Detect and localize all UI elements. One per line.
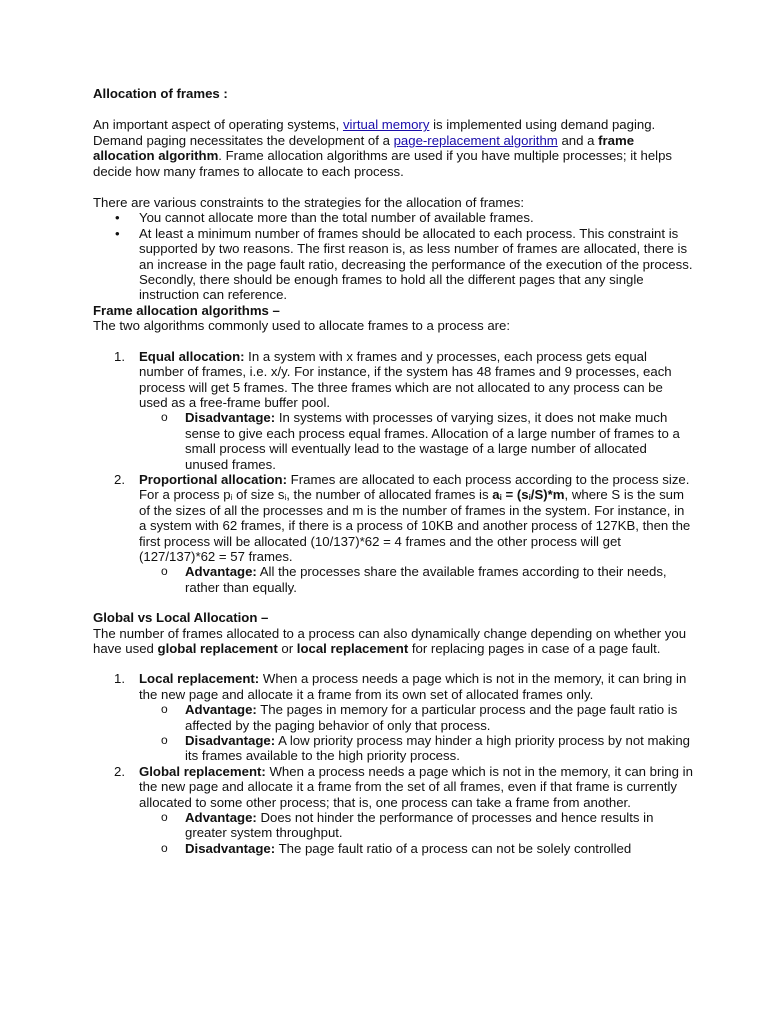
sub-list-item: o Disadvantage: In systems with processes of varying sizes, it does not make much sense to give each process equal frames. Allocation of a large number of frames to a small process will eventually lead to the wastage of a large number of allocated unused frames. <box>139 410 693 472</box>
list-item-global-replacement: 2. Global replacement: When a process needs a page which is not in the memory, it can bring in the new page and allocate it a frame from the set of all frames, even if that frame is currently allocated to some other process; that is, one process can take a frame from another. o Advantage: Does not hinder the performance of processes and hence results in greater system throughput. o Disadvantage: The page fault ratio of a process can not be solely controlled <box>93 764 693 856</box>
list-number: 1. <box>114 671 125 687</box>
intro-paragraph: An important aspect of operating systems, virtual memory is implemented using demand paging. Demand paging necessitates the development of a page-replacement algorithm and a frame allocation algorithm. Frame allocation algorithms are used if you have multiple processes; it helps decide how many frames to allocate to each process. <box>93 117 673 179</box>
list-item-proportional-allocation: 2. Proportional allocation: Frames are allocated to each process according to the process size. For a process $p_i$ of size $s_i$, the number of allocated frames is $a_i = (s_i/S)*m$, where S is the sum of the sizes of all the processes and m is the number of frames in the system. For instance, in a system with 62 frames, if there is a process of 10KB and another process of 127KB, then the first process will be allocated (10/137)*62 = 4 frames and the other process will get (127/137)*62 = 57 frames. o Advantage: All the processes share the available frames according to their needs, rather than equally. <box>93 472 693 595</box>
constraints-list <box>93 210 693 302</box>
global-local-paragraph: The number of frames allocated to a process can also dynamically change depending on whether you have used global replacement or local replacement for replacing pages in case of a page fault. <box>93 625 687 656</box>
list-item-local-replacement: 1. Local replacement: When a process needs a page which is not in the memory, it can bring in the new page and allocate it a frame from its own set of allocated frames only. o Advantage: The pages in memory for a particular process and the page fault ratio is affected by the paging behavior of only that process. o Disadvantage: A low priority process may hinder a high priority process by not making its frames available to the high priority process. <box>93 671 693 763</box>
list-item: • At least a minimum number of frames should be allocated to each process. This constraint is supported by two reasons. The first reason is, as less number of frames are allocated, there is an increase in the page fault ratio, decreasing the performance of the execution of the process. Secondly, there should be enough frames to hold all the different pages that any single instruction can reference. <box>93 226 693 303</box>
sub-list <box>139 410 693 472</box>
sub-list-item: o Advantage: All the processes share the available frames according to their needs, rather than equally. <box>139 564 693 595</box>
page-replacement-link[interactable]: page-replacement algorithm <box>393 132 558 148</box>
formula: $a_i = (s_i/S)*m$ <box>492 487 565 503</box>
replacement-list <box>93 671 693 856</box>
constraints-lead: There are various constraints to the strategies for the allocation of frames: <box>93 195 525 211</box>
sub-list <box>139 810 693 856</box>
sub-list-item: o Disadvantage: The page fault ratio of a process can not be solely controlled <box>139 841 693 856</box>
item-label: Global replacement: <box>139 763 266 779</box>
sub-list <box>139 564 693 595</box>
item-label: Proportional allocation: <box>139 471 287 487</box>
frame-allocation-term: frame allocation algorithm <box>93 132 635 164</box>
item-label: Local replacement: <box>139 671 260 687</box>
list-number: 2. <box>114 763 125 779</box>
page-title: Allocation of frames : <box>93 86 228 101</box>
document-body <box>93 86 693 856</box>
sub-list <box>139 702 693 764</box>
list-number: 2. <box>114 471 125 487</box>
sub-list-item: o Advantage: The pages in memory for a particular process and the page fault ratio is affected by the paging behavior of only that process. <box>139 702 693 733</box>
algorithms-lead: The two algorithms commonly used to allocate frames to a process are: <box>93 318 511 334</box>
sub-list-item: o Advantage: Does not hinder the performance of processes and hence results in greater system throughput. <box>139 810 693 841</box>
section-heading-algorithms: Frame allocation algorithms – <box>93 302 280 318</box>
list-item-equal-allocation: 1. Equal allocation: In a system with x frames and y processes, each process gets equal number of frames, i.e. x/y. For instance, if the system has 48 frames and 9 processes, each process will get 5 frames. The three frames which are not allocated to any process can be used as a free-frame buffer pool. o Disadvantage: In systems with processes of varying sizes, it does not make much sense to give each process equal frames. Allocation of a large number of frames to a small process will eventually lead to the wastage of a large number of allocated unused frames. <box>93 349 693 472</box>
sub-list-item: o Disadvantage: A low priority process may hinder a high priority process by not making its frames available to the high priority process. <box>139 733 693 764</box>
item-label: Equal allocation: <box>139 348 245 364</box>
virtual-memory-link[interactable]: virtual memory <box>342 117 430 133</box>
list-item: • You cannot allocate more than the total number of available frames. <box>93 210 693 225</box>
section-heading-global-local: Global vs Local Allocation – <box>93 610 269 626</box>
list-number: 1. <box>114 348 125 364</box>
algorithms-list <box>93 349 693 596</box>
